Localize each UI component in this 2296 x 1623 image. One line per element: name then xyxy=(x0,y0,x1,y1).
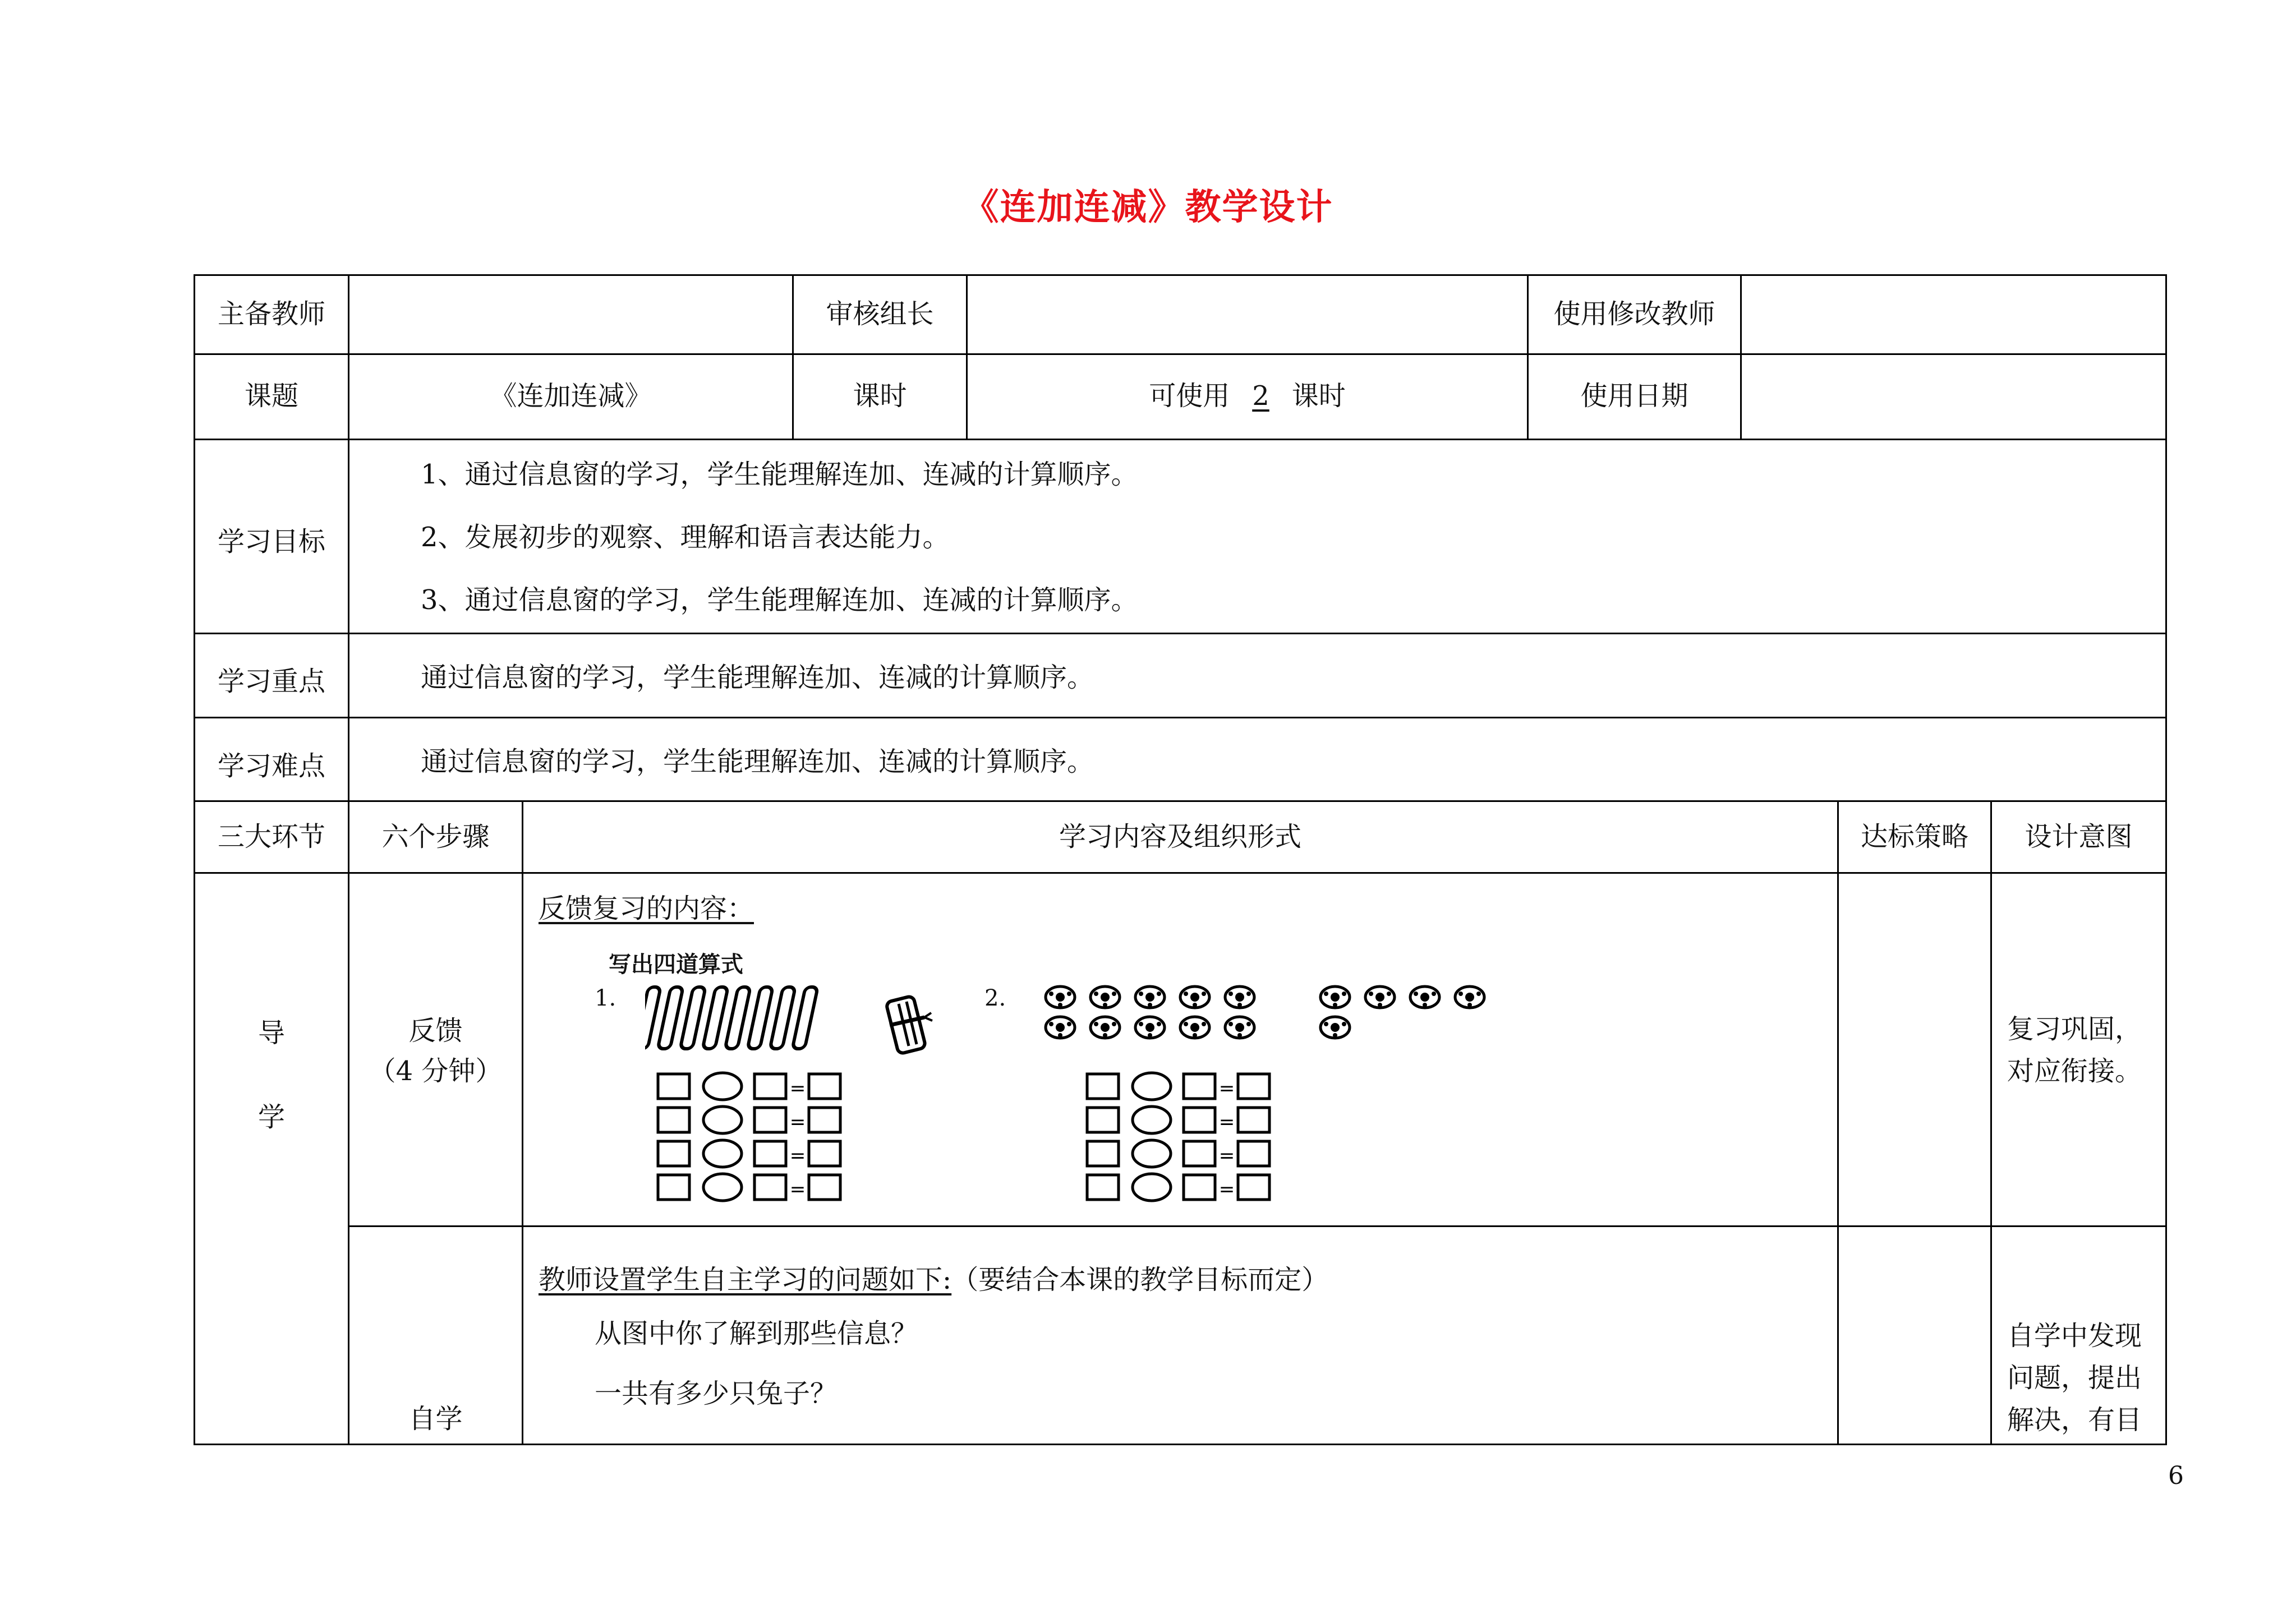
equals-sign: = xyxy=(789,1077,806,1100)
equation-row xyxy=(1087,1140,1269,1167)
footballs-illustration xyxy=(1043,981,1503,1049)
step-selfstudy-name: 自学 xyxy=(408,1403,463,1435)
equation-row xyxy=(1087,1174,1269,1201)
football-icon xyxy=(1091,1017,1120,1038)
col-header-content: 学习内容及组织形式 xyxy=(1059,821,1301,852)
sticks-illustration xyxy=(645,981,959,1060)
single-stick-icon xyxy=(702,987,728,1049)
selfstudy-intro xyxy=(539,1263,1328,1297)
stage-char: 导 xyxy=(257,1017,285,1049)
label-review-leader: 审核组长 xyxy=(826,298,934,330)
value-topic: 《连加连减》 xyxy=(490,380,652,412)
single-stick-icon xyxy=(747,987,772,1049)
objective-item: 3、通过信息窗的学习，学生能理解连加、连减的计算顺序。 xyxy=(421,584,1138,616)
football-icon xyxy=(1365,986,1395,1008)
football-icon xyxy=(1320,1017,1350,1038)
football-icon xyxy=(1135,986,1165,1008)
single-stick-icon xyxy=(680,987,705,1049)
selfstudy-question: 从图中你了解到那些信息？ xyxy=(595,1318,918,1349)
football-icon xyxy=(1410,986,1439,1008)
football-icon xyxy=(1180,986,1209,1008)
single-stick-icon xyxy=(657,987,683,1049)
key-point-text: 通过信息窗的学习，学生能理解连加、连减的计算顺序。 xyxy=(421,662,1094,693)
equals-sign: = xyxy=(789,1178,806,1201)
equals-sign: = xyxy=(789,1111,806,1133)
football-icon xyxy=(1225,986,1254,1008)
label-periods: 课时 xyxy=(853,380,907,412)
selfstudy-intro-underlined: 教师设置学生自主学习的问题如下: xyxy=(539,1264,952,1295)
stick-bundle-icon xyxy=(886,995,932,1054)
col-header-steps: 六个步骤 xyxy=(381,821,490,852)
label-objectives: 学习目标 xyxy=(217,526,325,557)
equals-sign: = xyxy=(789,1145,806,1167)
selfstudy-intent-line: 自学中发现 xyxy=(2007,1320,2142,1352)
periods-prefix: 可使用 xyxy=(1149,380,1230,412)
equation-row xyxy=(1087,1106,1269,1133)
equals-sign: = xyxy=(1218,1145,1235,1167)
football-icon xyxy=(1455,986,1484,1008)
label-use-date: 使用日期 xyxy=(1580,380,1688,412)
single-stick-icon xyxy=(792,987,817,1049)
equals-sign: = xyxy=(1218,1077,1235,1100)
selfstudy-question: 一共有多少只兔子？ xyxy=(595,1378,838,1409)
step-feedback-name: 反馈 xyxy=(408,1015,463,1046)
objective-item: 1、通过信息窗的学习，学生能理解连加、连减的计算顺序。 xyxy=(421,459,1138,490)
col-header-stages: 三大环节 xyxy=(217,821,325,852)
equation-row xyxy=(658,1106,840,1133)
figure-number: 1. xyxy=(595,985,616,1011)
football-icon xyxy=(1091,986,1120,1008)
selfstudy-intro-rest: （要结合本课的教学目标而定） xyxy=(951,1264,1329,1295)
col-header-strategy: 达标策略 xyxy=(1860,821,1968,852)
equation-row xyxy=(658,1073,840,1100)
football-icon xyxy=(1225,1017,1254,1038)
selfstudy-intent-line: 问题，提出 xyxy=(2007,1362,2142,1394)
label-key-point: 学习重点 xyxy=(217,666,325,697)
figure-number: 2. xyxy=(984,985,1006,1011)
equation-row xyxy=(658,1140,840,1167)
equation-row xyxy=(658,1174,840,1201)
label-difficulty: 学习难点 xyxy=(217,750,325,782)
equals-sign: = xyxy=(1218,1111,1235,1133)
equals-sign: = xyxy=(1218,1178,1235,1201)
feedback-intent-line: 复习巩固， xyxy=(2007,1013,2142,1045)
periods-number: 2 xyxy=(1252,380,1269,412)
value-periods xyxy=(968,379,1527,413)
figure-title: 写出四道算式 xyxy=(609,952,743,978)
page-number: 6 xyxy=(2168,1461,2184,1490)
football-icon xyxy=(1046,1017,1075,1038)
equation-row xyxy=(1087,1073,1269,1100)
label-revising-teacher: 使用修改教师 xyxy=(1553,298,1715,330)
feedback-content-title: 反馈复习的内容： xyxy=(539,893,754,924)
feedback-intent-line: 对应衔接。 xyxy=(2007,1055,2142,1087)
periods-suffix: 课时 xyxy=(1291,380,1346,412)
selfstudy-intent-line: 解决，有目 xyxy=(2007,1404,2142,1436)
single-stick-icon xyxy=(725,987,750,1049)
single-stick-icon xyxy=(770,987,795,1049)
objective-item: 2、发展初步的观察、理解和语言表达能力。 xyxy=(421,522,950,553)
col-header-intent: 设计意图 xyxy=(2024,821,2133,852)
stage-char: 学 xyxy=(257,1101,285,1133)
label-topic: 课题 xyxy=(244,380,298,412)
football-icon xyxy=(1320,986,1350,1008)
difficulty-text: 通过信息窗的学习，学生能理解连加、连减的计算顺序。 xyxy=(421,746,1094,777)
step-feedback-time: （4 分钟） xyxy=(369,1055,503,1087)
football-icon xyxy=(1046,986,1075,1008)
football-icon xyxy=(1180,1017,1209,1038)
equation-blanks-right xyxy=(1085,1071,1299,1206)
label-lead-teacher: 主备教师 xyxy=(217,298,325,330)
equation-blanks-left xyxy=(656,1071,869,1206)
football-icon xyxy=(1135,1017,1165,1038)
document-title: 《连加连减》教学设计 xyxy=(963,186,1333,228)
